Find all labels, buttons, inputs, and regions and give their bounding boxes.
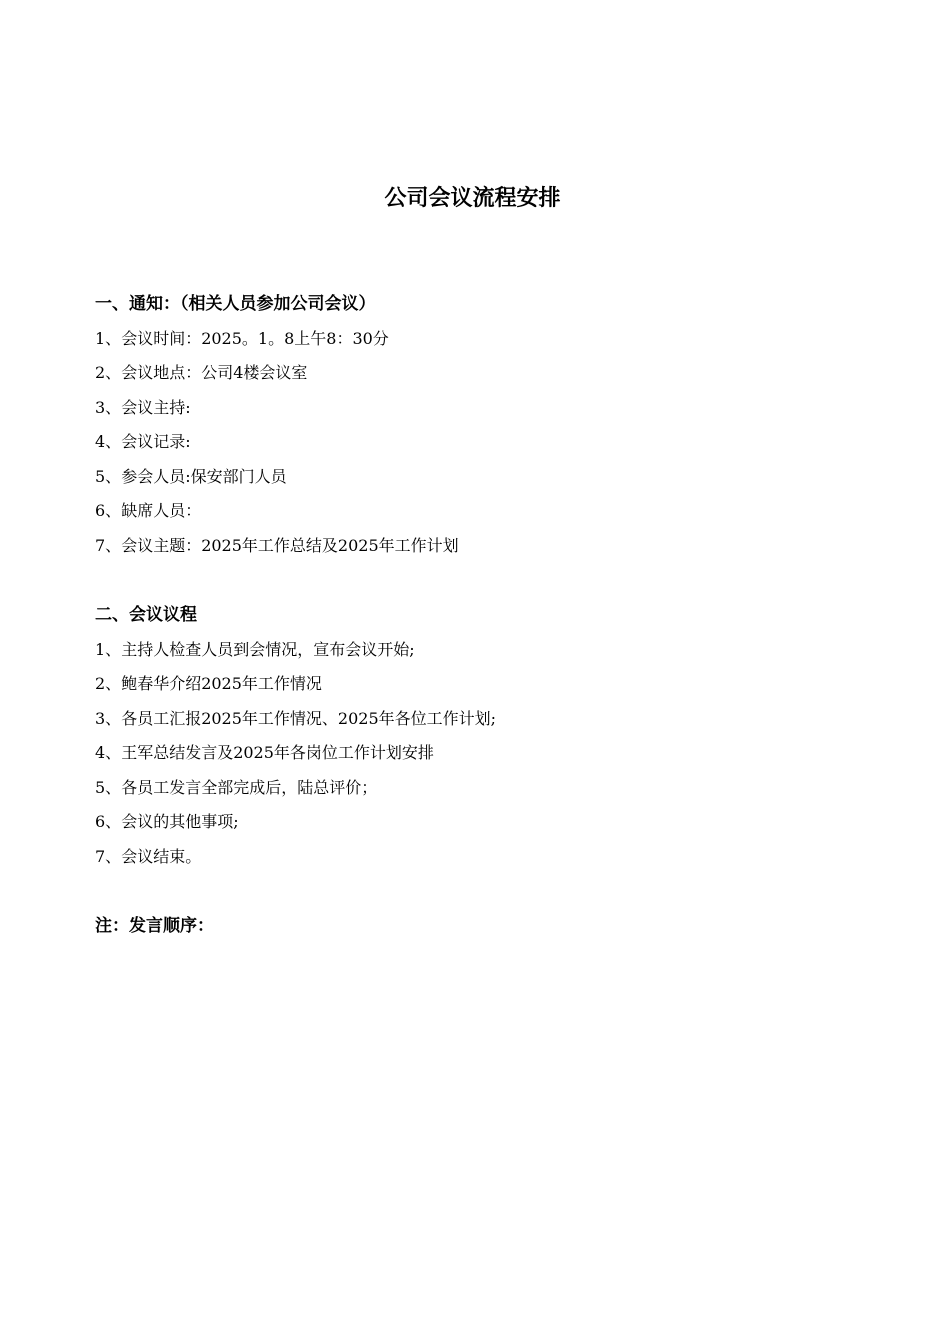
item-number: 3、 bbox=[95, 397, 122, 417]
agenda-item bbox=[95, 633, 855, 668]
item-text: 参会人员:保安部门人员 bbox=[121, 466, 287, 486]
notice-item-absentees bbox=[95, 494, 855, 529]
item-text: 主持人检查人员到会情况，宣布会议开始; bbox=[121, 639, 415, 659]
item-text: 会议主题：2025年工作总结及2025年工作计划 bbox=[121, 535, 459, 555]
agenda-item bbox=[95, 805, 855, 840]
notice-heading: 一、通知：（相关人员参加公司会议） bbox=[95, 294, 376, 314]
notice-item-topic bbox=[95, 529, 855, 564]
notice-item-attendees bbox=[95, 460, 855, 495]
document-title: 公司会议流程安排 bbox=[384, 186, 561, 211]
agenda-section bbox=[95, 598, 855, 874]
item-number: 4、 bbox=[95, 743, 122, 762]
notice-item-recorder bbox=[95, 425, 855, 460]
item-number: 7、 bbox=[95, 846, 122, 866]
notice-item-location bbox=[95, 356, 855, 391]
item-number: 7、 bbox=[95, 535, 122, 555]
item-text: 会议时间：2025。1。8上午8：30分 bbox=[121, 328, 389, 348]
item-number: 3、 bbox=[95, 708, 122, 728]
agenda-item bbox=[95, 736, 855, 771]
agenda-item bbox=[95, 702, 855, 737]
item-text: 会议主持: bbox=[121, 397, 191, 417]
agenda-item bbox=[95, 771, 855, 806]
item-text: 王军总结发言及2025年各岗位工作计划安排 bbox=[121, 743, 434, 762]
agenda-item bbox=[95, 667, 855, 702]
item-text: 会议地点：公司4楼会议室 bbox=[121, 363, 308, 382]
item-text: 会议结束。 bbox=[121, 846, 202, 866]
agenda-item bbox=[95, 840, 855, 875]
item-number: 4、 bbox=[95, 432, 122, 451]
item-text: 缺席人员： bbox=[121, 501, 202, 520]
item-number: 2、 bbox=[95, 363, 122, 382]
item-text: 各员工汇报2025年工作情况、2025年各位工作计划; bbox=[121, 708, 497, 728]
item-text: 各员工发言全部完成后，陆总评价； bbox=[121, 777, 378, 797]
notice-item-time bbox=[95, 322, 855, 357]
item-number: 5、 bbox=[95, 777, 122, 797]
notice-item-host bbox=[95, 391, 855, 426]
item-number: 1、 bbox=[95, 328, 122, 348]
item-number: 1、 bbox=[95, 639, 122, 659]
item-number: 2、 bbox=[95, 674, 122, 693]
note-section bbox=[95, 909, 855, 944]
item-text: 会议的其他事项; bbox=[121, 812, 239, 831]
speaking-order-note: 注：发言顺序： bbox=[95, 916, 214, 936]
agenda-heading: 二、会议议程 bbox=[95, 605, 197, 625]
item-number: 6、 bbox=[95, 812, 122, 831]
notice-section bbox=[95, 287, 855, 563]
item-number: 6、 bbox=[95, 501, 122, 520]
item-text: 会议记录: bbox=[121, 432, 191, 451]
item-text: 鲍春华介绍2025年工作情况 bbox=[121, 674, 322, 693]
item-number: 5、 bbox=[95, 466, 122, 486]
